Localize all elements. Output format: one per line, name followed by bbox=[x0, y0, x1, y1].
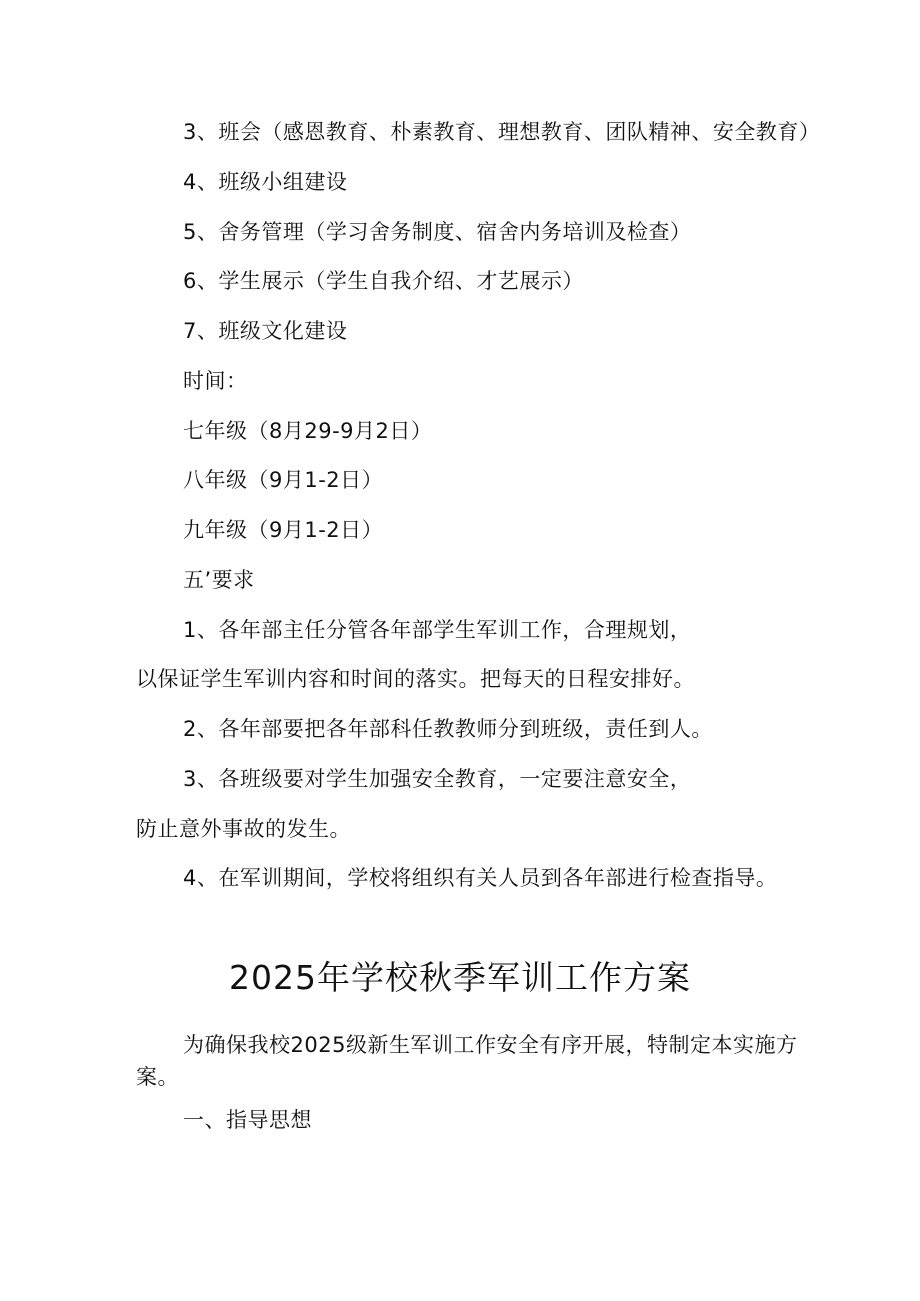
list-item: 4、班级小组建设 bbox=[183, 170, 348, 194]
requirement-3-line-2: 防止意外事故的发生。 bbox=[136, 817, 351, 841]
intro-line-2: 案。 bbox=[136, 1065, 179, 1089]
requirement-4: 4、在军训期间，学校将组织有关人员到各年部进行检查指导。 bbox=[183, 866, 778, 890]
requirement-1-line-1: 1、各年部主任分管各年部学生军训工作，合理规划， bbox=[183, 618, 692, 642]
requirement-1-line-2: 以保证学生军训内容和时间的落实。把每天的日程安排好。 bbox=[136, 667, 695, 691]
schedule-item: 七年级（8月29-9月2日） bbox=[183, 419, 433, 443]
schedule-item: 八年级（9月1-2日） bbox=[183, 468, 384, 492]
list-item: 7、班级文化建设 bbox=[183, 319, 348, 343]
requirement-3-line-1: 3、各班级要对学生加强安全教育，一定要注意安全， bbox=[183, 767, 692, 791]
schedule-item: 九年级（9月1-2日） bbox=[183, 518, 384, 542]
requirements-heading: 五’要求 bbox=[183, 568, 255, 592]
list-item: 3、班会（感恩教育、朴素教育、理想教育、团队精神、安全教育） bbox=[183, 120, 821, 144]
section-1-heading: 一、指导思想 bbox=[183, 1108, 312, 1132]
list-item: 5、舍务管理（学习舍务制度、宿舍内务培训及检查） bbox=[183, 220, 692, 244]
intro-line-1: 为确保我校2025级新生军训工作安全有序开展，特制定本实施方 bbox=[183, 1033, 798, 1057]
requirement-2: 2、各年部要把各年部科任教教师分到班级，责任到人。 bbox=[183, 717, 713, 741]
time-label: 时间： bbox=[183, 369, 248, 393]
list-item: 6、学生展示（学生自我介绍、才艺展示） bbox=[183, 269, 584, 293]
document-title: 2025年学校秋季军训工作方案 bbox=[229, 958, 691, 997]
